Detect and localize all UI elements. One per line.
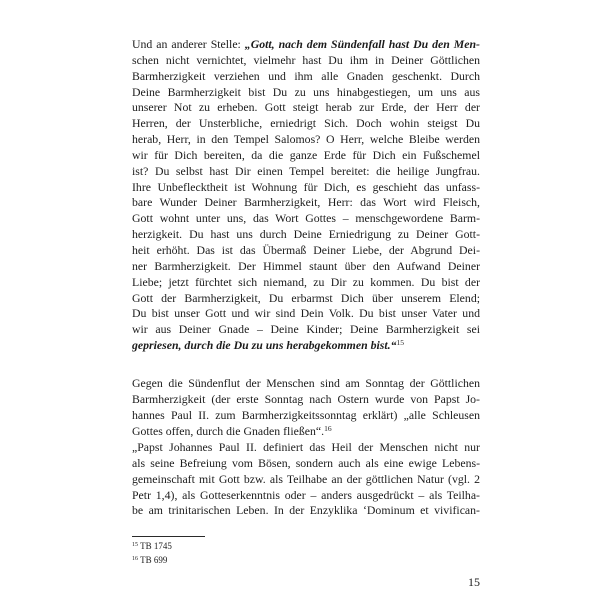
body-line: be am trinitarischen Leben. In der Enzyklika ‘Dominum et vivifican-: [132, 503, 480, 518]
footnote-item: [132, 554, 332, 568]
footnote-text: TB 1745: [138, 541, 172, 551]
quote-line: gepriesen, durch die Du zu uns herabgekommen bist.“$^{15}$: [132, 338, 404, 353]
body-line: „Papst Johannes Paul II. definiert das Heil der Menschen nicht nur: [132, 440, 480, 454]
quote-line: Herren, der Unsterbliche, erniedrigt Sich. Doch wohin steigst Du: [132, 116, 480, 131]
quote-line: unserer Not zu erheben. Gott steigt herab zur Erde, der Herr der: [132, 100, 480, 115]
quote-line: Barmherzigkeit verziehen und ihm alle Gnaden geschenkt. Durch: [132, 68, 480, 83]
quote-line: Deine Barmherzigkeit bist Du zu uns hinabgestiegen, um uns aus: [132, 84, 480, 99]
footnote-reference[interactable]: 16: [324, 423, 332, 433]
footnote-item: [132, 540, 332, 554]
quote-line: ner Barmherzigkeit. Der Himmel staunt über den Aufwand Deiner: [132, 258, 480, 273]
quote-line: Ihre Unbeflecktheit ist Wohnung für Dich, es geschieht das unfass-: [132, 179, 480, 194]
footnote-text: TB 699: [138, 554, 168, 565]
body-line: gemeinschaft mit Gott bzw. als Teilhabe an der göttlichen Natur (vgl. 2: [132, 471, 480, 486]
footnote-number: 16: [132, 555, 138, 562]
quote-line: bare Wunder Deiner Barmherzigkeit, Herr: das Wort wird Fleisch,: [132, 195, 480, 210]
footnote-number: 15: [132, 542, 138, 548]
quote-line: schen nicht vernichtet, vielmehr hast Du ihm in Deiner Göttlichen: [132, 52, 480, 67]
quote-line: Und an anderer Stelle: „Gott, nach dem Sündenfall hast Du den Men-: [132, 37, 480, 51]
body-line: als seine Befreiung vom Bösen, sondern auch als eine ewige Lebens-: [132, 455, 480, 470]
body-paragraph: [132, 440, 480, 519]
quote-line: herab, Herr, in den Tempel Salomos? O Herr, welche Bleibe werden: [132, 132, 480, 147]
footnotes: [132, 540, 332, 567]
quote-line: heit erhöht. Das ist das Übermaß Deiner Liebe, der Abgrund Dei-: [132, 242, 480, 257]
body-line: Gegen die Sündenflut der Menschen sind am Sonntag der Göttlichen: [132, 376, 480, 390]
quote-line: herzigkeit. Du hast uns durch Deine Erniedrigung zu Deiner Gott-: [132, 227, 480, 242]
body-line: hannes Paul II. zum Barmherzigkeitssonntag erklärt) „alle Schleusen: [132, 407, 480, 422]
body-paragraph: [132, 376, 480, 439]
body-line: Petr 1,4), als Gotteserkenntnis oder – anders ausgedrückt – als Teilha-: [132, 487, 480, 502]
quote-line: Gott der Barmherzigkeit, Du erbarmst Dich über unserem Elend;: [132, 290, 480, 305]
footnote-divider: [132, 536, 205, 537]
quote-line: Liebe; jetzt fürchtet sich niemand, zu Dir zu kommen. Du bist der: [132, 274, 480, 289]
body-line: Gottes offen, durch die Gnaden fließen“.$^{16}$: [132, 423, 332, 438]
quote-line: ist? Du selbst hast Dir einen Tempel bereitet: die heilige Jungfrau.: [132, 163, 480, 178]
quote-paragraph: [132, 37, 480, 354]
footnote-reference[interactable]: 15: [396, 338, 404, 348]
quote-line: Du bist unser Gott und wir sind Dein Volk. Du bist unser Vater und: [132, 306, 480, 321]
quote-line: wir aus Deiner Gnade – Deine Kinder; Deine Barmherzigkeit sei: [132, 322, 480, 337]
quote-intro: Und an anderer Stelle:: [132, 37, 245, 51]
body-line: Barmherzigkeit (der erste Sonntag nach Ostern wurde von Papst Jo-: [132, 391, 480, 406]
quote-line: Gott wohnt unter uns, das Wort Gottes – menschgewordene Barm-: [132, 211, 480, 226]
quote-line: wir für Dich bereiten, da die ganze Erde für Dich ein Fußschemel: [132, 147, 480, 162]
page-number: 15: [468, 575, 480, 589]
